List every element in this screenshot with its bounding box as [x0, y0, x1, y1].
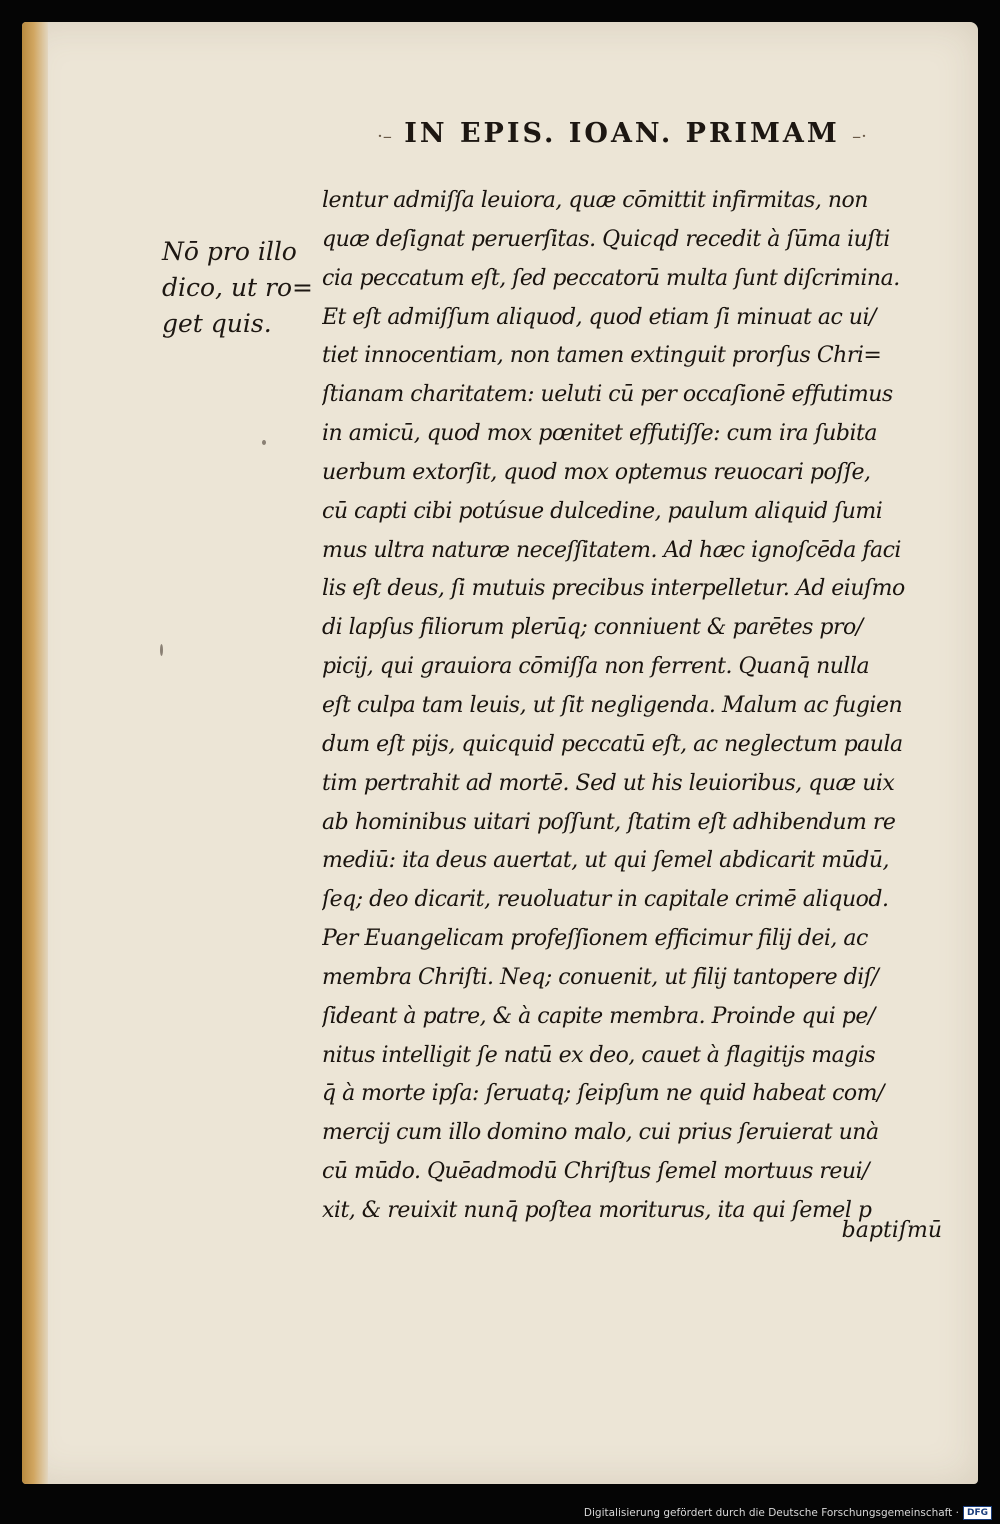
text-line: Et eſt admiſſum aliquod, quod etiam ſi minuat ac ui/ [322, 304, 876, 330]
text-line: ab hominibus uitari poſſunt, ſtatim eſt adhibendum re [322, 809, 896, 835]
text-line: membra Chriſti. Neq; conuenit, ut filij tantopere diſ/ [322, 964, 879, 990]
marginal-note [162, 234, 312, 342]
text-line: xit, & reuixit nunq̄ poſtea moriturus, ita qui ſemel p [322, 1197, 872, 1223]
text-line: in amicū, quod mox pœnitet effutiſſe: cum ira ſubita [322, 421, 877, 447]
text-line: di lapſus filiorum plerūq; conniuent & parētes pro/ [322, 615, 863, 641]
ornament-right-icon: –· [852, 126, 867, 147]
paper-speck [262, 440, 266, 445]
text-line: cū capti cibi potúsue dulcedine, paulum aliquid ſumi [322, 498, 883, 524]
dfg-logo: DFG [963, 1506, 992, 1520]
marginal-note-line: get quis. [162, 309, 272, 338]
text-line: mus ultra naturæ neceſſitatem. Ad hæc ignoſcēda faci [322, 537, 901, 563]
paper-speck [160, 644, 163, 656]
text-line: quæ deſignat peruerſitas. Quicqd recedit à ſūma iuſti [322, 226, 890, 252]
text-line: nitus intelligit ſe natū ex deo, cauet à flagitijs magis [322, 1042, 876, 1068]
text-line: mediū: ita deus auertat, ut qui ſemel abdicarit mūdū, [322, 848, 889, 874]
text-line: Per Euangelicam profeſſionem efficimur filij dei, ac [322, 926, 868, 952]
text-line: lentur admiſſa leuiora, quæ cōmittit infirmitas, non [322, 188, 868, 213]
ornament-left-icon: ·– [377, 126, 392, 147]
text-line: tim pertrahit ad mortē. Sed ut his leuioribus, quæ uix [322, 770, 895, 796]
text-line: tiet innocentiam, non tamen extinguit prorſus Chri= [322, 343, 882, 369]
text-line: ſtianam charitatem: ueluti cū per occaſionē effutimus [322, 382, 893, 408]
text-line: dum eſt pijs, quicquid peccatū eſt, ac neglectum paula [322, 731, 903, 757]
running-title: IN EPIS. IOAN. PRIMAM [404, 118, 840, 149]
running-header [322, 118, 922, 149]
credit-text: Digitalisierung gefördert durch die Deutsche Forschungsgemeinschaft · [583, 1507, 959, 1519]
text-line: eſt culpa tam leuis, ut ſit negligenda. Malum ac fugien [322, 692, 903, 718]
text-line: ſeq; deo dicarit, reuoluatur in capitale crimē aliquod. [322, 887, 889, 913]
binding-edge [22, 22, 48, 1484]
text-line: uerbum extorſit, quod mox optemus reuocari poſſe, [322, 459, 871, 485]
catchword: baptiſmū [841, 1218, 942, 1243]
marginal-note-line: dico, ut ro= [162, 273, 313, 302]
book-page [22, 22, 978, 1484]
text-line: lis eſt deus, ſi mutuis precibus interpelletur. Ad eiuſmo [322, 576, 905, 602]
text-line: mercij cum illo domino malo, cui prius ſeruierat unà [322, 1120, 879, 1146]
text-line: ſideant à patre, & à capite membra. Proinde qui pe/ [322, 1003, 875, 1029]
text-line: cia peccatum eſt, ſed peccatorū multa ſunt diſcrimina. [322, 265, 900, 291]
text-line: q̄ à morte ipſa: ſeruatq; ſeipſum ne quid habeat com/ [322, 1081, 884, 1107]
digitization-credit [584, 1506, 992, 1520]
text-line: cū mūdo. Quēadmodū Chriſtus ſemel mortuus reui/ [322, 1159, 870, 1185]
main-text [322, 182, 952, 1231]
marginal-note-line: Nō pro illo [162, 237, 297, 266]
text-line: picij, qui grauiora cōmiſſa non ferrent. Quanq̄ nulla [322, 654, 870, 680]
